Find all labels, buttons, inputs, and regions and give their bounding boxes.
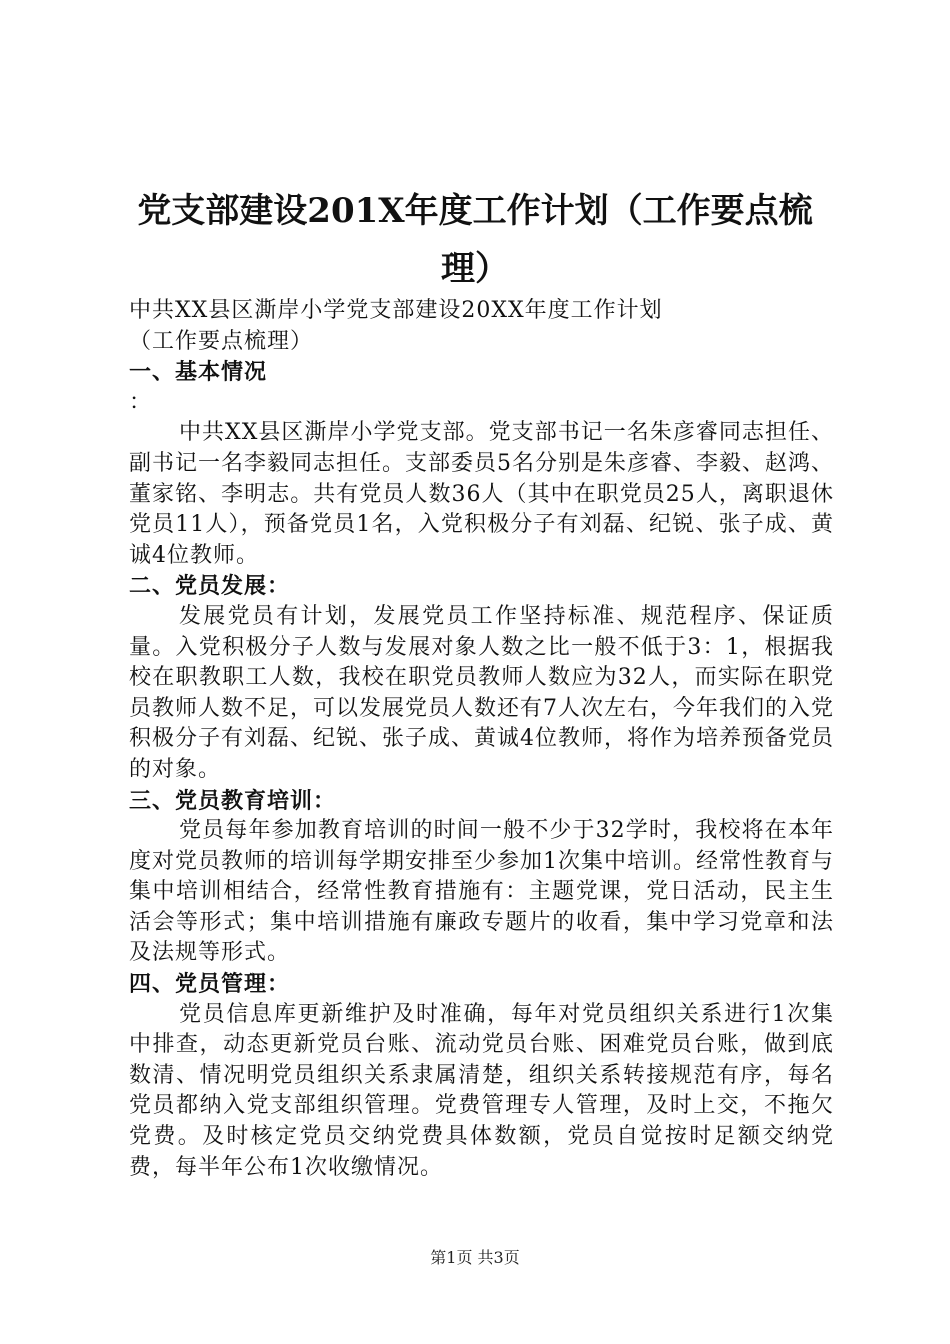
section-body-development: 发展党员有计划，发展党员工作坚持标准、规范程序、保证质量。入党积极分子人数与发展对象人数之比一般不低于3：1，根据我校在职教职工人数，我校在职党员教师人数应为32人，而实际在职党员教师人数不足，可以发展党员人数还有7人次左右，今年我们的入党积极分子有刘磊、纪锐、张子成、黄诚4位教师，将作为培养预备党员的对象。	[129, 603, 834, 782]
section-heading-management: 四、党员管理：	[129, 971, 291, 998]
subtitle-line-1: 中共XX县区澌岸小学党支部建设20XX年度工作计划	[129, 298, 663, 323]
page-footer: 第1页 共3页	[430, 1248, 520, 1267]
section-heading-basic: 一、基本情况	[129, 359, 268, 386]
section-body-management: 党员信息库更新维护及时准确，每年对党员组织关系进行1次集中排查，动态更新党员台账、流动党员台账、困难党员台账，做到底数清、情况明党员组织关系隶属清楚，组织关系转接规范有序，每名党员都纳入党支部组织管理。党费管理专人管理，及时上交，不拖欠党费。及时核定党员交纳党费具体数额，党员自觉按时足额交纳党费，每半年公布1次收缴情况。	[129, 1001, 834, 1180]
document-title	[110, 182, 840, 298]
section-body-training: 党员每年参加教育培训的时间一般不少于32学时，我校将在本年度对党员教师的培训每学期安排至少参加1次集中培训。经常性教育与集中培训相结合，经常性教育措施有：主题党课，党日活动，民主生活会等形式；集中培训措施有廉政专题片的收看，集中学习党章和法及法规等形式。	[129, 818, 834, 966]
subtitle-line-2: （工作要点梳理）	[129, 328, 314, 354]
document-body	[129, 296, 834, 1183]
section-colon: ：	[129, 389, 153, 415]
title-line-1: 党支部建设201X年度工作计划（工作要点梳	[137, 191, 813, 231]
section-heading-development: 二、党员发展：	[129, 573, 291, 600]
section-body-basic: 中共XX县区澌岸小学党支部。党支部书记一名朱彦睿同志担任、副书记一名李毅同志担任。支部委员5名分别是朱彦睿、李毅、赵鸿、董家铭、李明志。共有党员人数36人（其中在职党员25人，离职退休党员11人），预备党员1名，入党积极分子有刘磊、纪锐、张子成、黄诚4位教师。	[129, 420, 834, 568]
title-line-2: 理）	[441, 249, 509, 289]
section-heading-training: 三、党员教育培训：	[129, 787, 337, 814]
